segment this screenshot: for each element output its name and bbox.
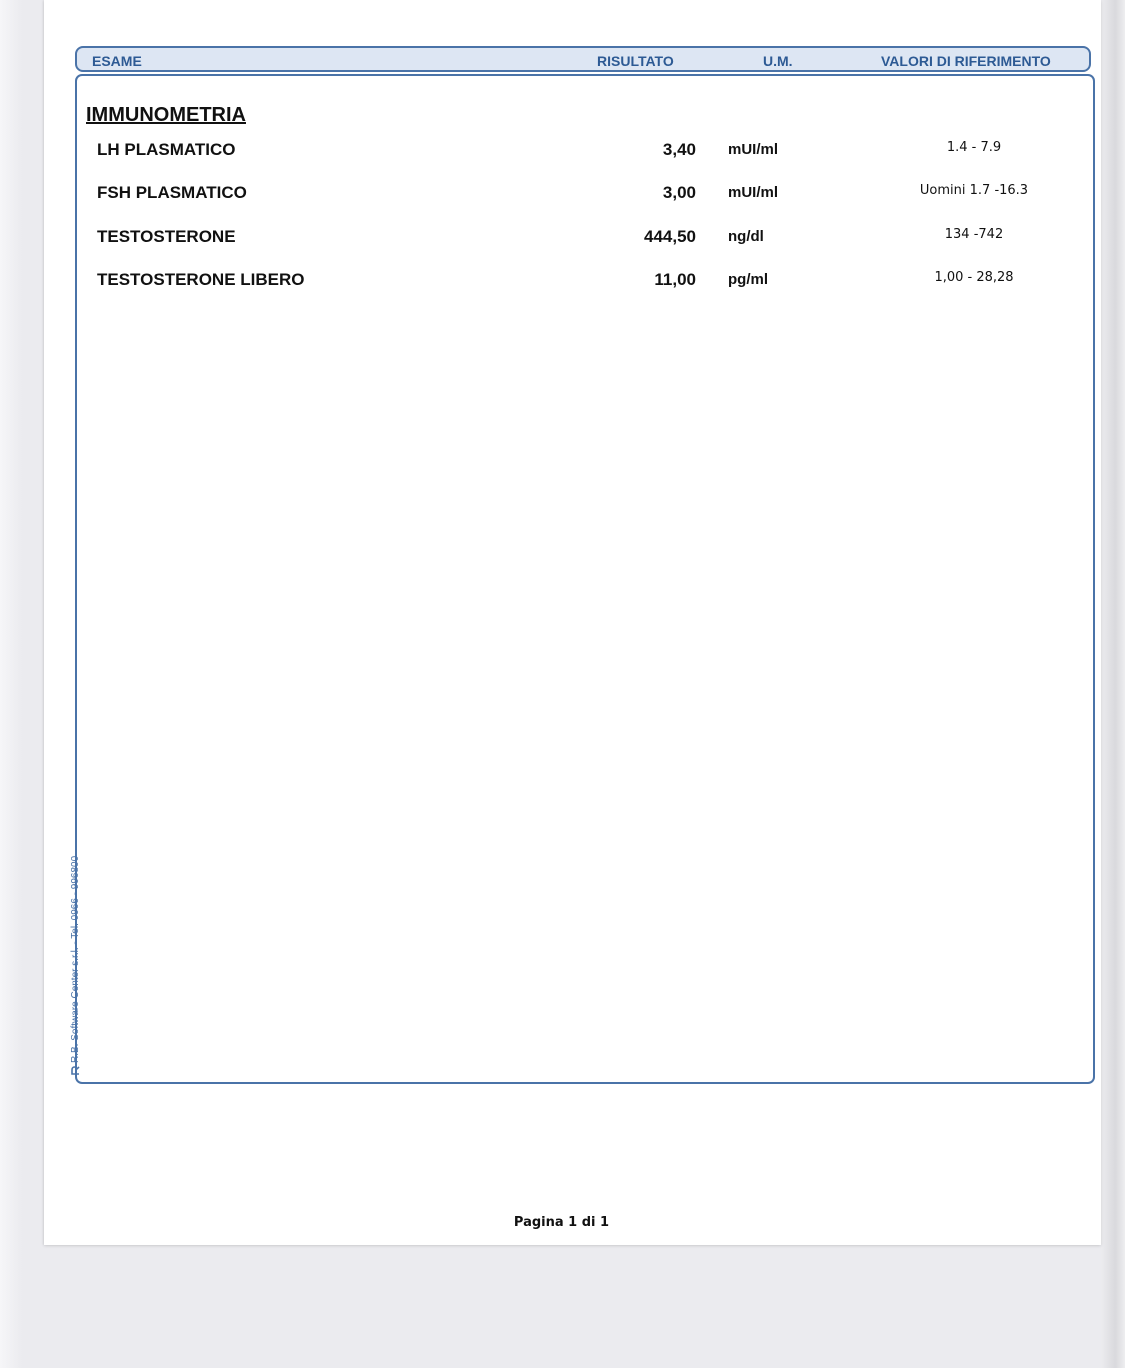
viewer-scroll-edge[interactable] — [1101, 0, 1125, 1368]
exam-range: Uomini 1.7 -16.3 — [919, 183, 1029, 198]
result-row-free-testosterone — [44, 270, 1101, 294]
header-reference-values: VALORI DI RIFERIMENTO — [881, 53, 1051, 69]
exam-name: LH PLASMATICO — [97, 140, 236, 159]
exam-range: 1,00 - 28,28 — [934, 270, 1014, 285]
exam-unit: mUI/ml — [728, 141, 779, 158]
viewer-background-left — [0, 0, 22, 1368]
exam-value: 444,50 — [644, 227, 696, 246]
exam-value: 3,40 — [662, 140, 696, 159]
exam-value: 3,00 — [662, 183, 696, 202]
result-row-testosterone — [44, 227, 1101, 251]
page-number: Pagina 1 di 1 — [513, 1215, 610, 1230]
exam-name: FSH PLASMATICO — [97, 183, 247, 202]
results-box — [75, 74, 1095, 1084]
exam-range: 1.4 - 7.9 — [946, 140, 1002, 155]
exam-unit: pg/ml — [728, 271, 768, 288]
header-esame: ESAME — [92, 53, 142, 69]
exam-range: 134 -742 — [944, 227, 1004, 242]
document-page — [44, 0, 1101, 1245]
section-title: IMMUNOMETRIA — [86, 104, 246, 126]
rb-logo-icon — [71, 1066, 80, 1075]
exam-value: 11,00 — [654, 270, 696, 289]
vendor-text: R.B. Software Center s.r.l. - Tel. 0966 - 996800 — [70, 855, 81, 1063]
exam-name: TESTOSTERONE — [97, 227, 236, 246]
vendor-credit — [70, 856, 81, 1075]
exam-unit: mUI/ml — [728, 184, 779, 201]
exam-name: TESTOSTERONE LIBERO — [97, 270, 305, 289]
result-row-lh — [44, 140, 1101, 164]
exam-unit: ng/dl — [728, 228, 764, 245]
header-unit: U.M. — [763, 53, 793, 69]
header-risultato: RISULTATO — [597, 53, 674, 69]
table-header — [75, 46, 1091, 72]
result-row-fsh — [44, 183, 1101, 207]
